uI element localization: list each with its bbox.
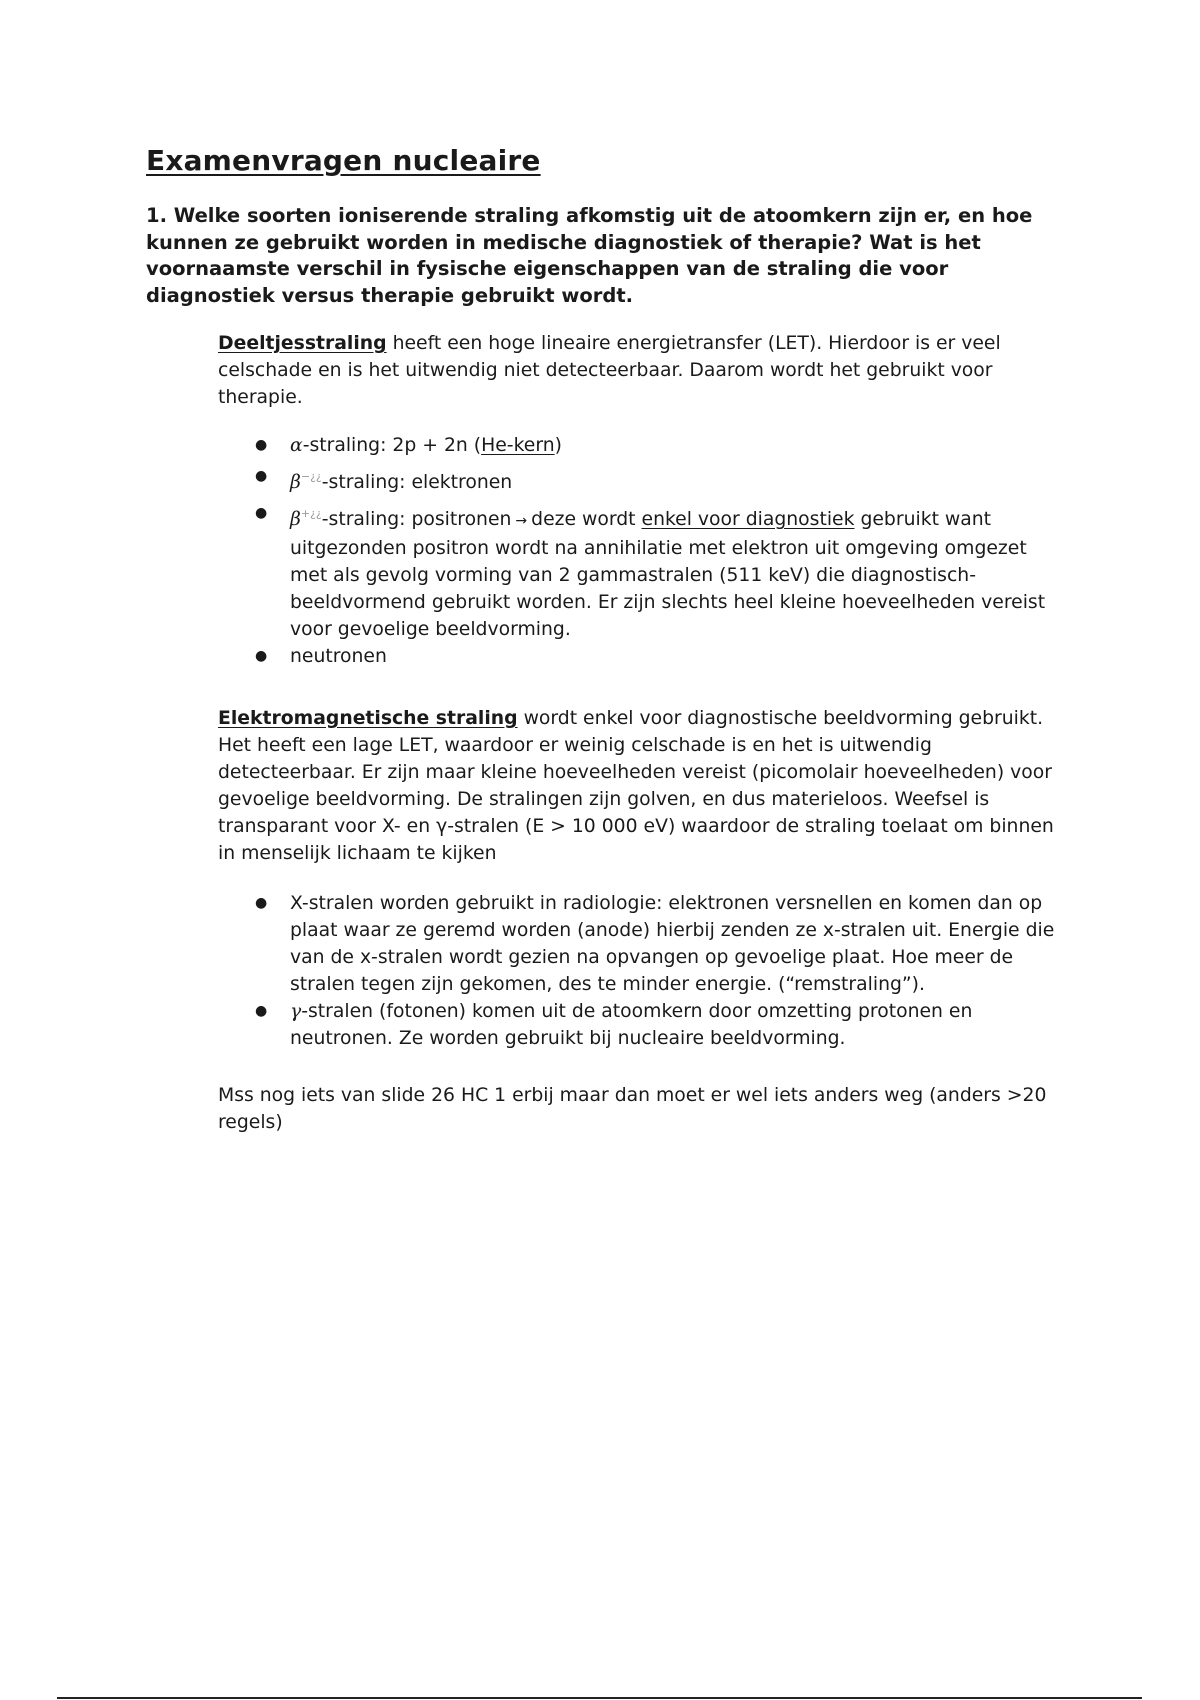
bullet-icon: ●	[255, 648, 268, 664]
alpha-end: )	[554, 435, 562, 456]
neutrons-text: neutronen	[290, 646, 387, 667]
beta-minus-superscript: −¿¿	[300, 470, 322, 483]
list-item-beta-minus	[218, 463, 1058, 496]
bullet-icon: ●	[255, 505, 268, 521]
em-heading: Elektromagnetische straling	[218, 708, 518, 729]
em-paragraph	[218, 705, 1058, 867]
arrow-right-icon: →	[515, 513, 528, 529]
xray-text: X-stralen worden gebruikt in radiologie: elektronen versnellen en komen dan op plaat waar ze geremd worden (anode) hierbij zenden ze x-stralen uit. Energie die van de x-stralen wordt gezien na opvangen op gevoelige plaat. Hoe meer de stralen tegen zijn gekomen, des te minder energie. (“remstraling”).	[290, 893, 1055, 995]
alpha-symbol: α	[290, 435, 303, 456]
list-item-beta-plus	[218, 500, 1058, 643]
he-kern-link: He-kern	[481, 435, 555, 456]
beta-plus-text-c: gebruikt want uitgezonden positron wordt na annihilatie met elektron uit omgeving omgezet met als gevolg vorming van 2 gammastralen (511 keV) die diagnostisch-beeldvormend gebruikt worden. Er zijn slechts heel kleine hoeveelheden vereist voor gevoelige beeldvorming.	[290, 509, 1046, 640]
beta-plus-text-b: deze wordt	[531, 509, 642, 530]
footer-divider	[57, 1697, 1142, 1699]
beta-plus-text-a: -straling: positronen	[321, 509, 512, 530]
list-item-neutrons	[218, 643, 1058, 670]
list-item-gamma	[218, 998, 1058, 1052]
particle-heading: Deeltjesstraling	[218, 333, 387, 354]
particle-list	[218, 432, 1058, 670]
beta-plus-superscript: +¿¿	[300, 507, 322, 520]
em-body: wordt enkel voor diagnostische beeldvorming gebruikt. Het heeft een lage LET, waardoor er weinig celschade is en het is uitwendig detecteerbaar. Er zijn maar kleine hoeveelheden vereist (picomolair hoeveelheden) voor gevoelige beeldvorming. De stralingen zijn golven, en dus materieloos. Weefsel is transparant voor X- en γ-stralen (E > 10 000 eV) waardoor de straling toelaat om binnen in menselijk lichaam te kijken	[218, 708, 1054, 864]
bullet-icon: ●	[255, 468, 268, 484]
beta-symbol: β	[290, 509, 301, 530]
alpha-text: -straling: 2p + 2n (	[302, 435, 482, 456]
question-text: 1. Welke soorten ioniserende straling afkomstig uit de atoomkern zijn er, en hoe kunnen ze gebruikt worden in medische diagnostiek of therapie? Wat is het voornaamste verschil in fysische eigenschappen van de straling die voor diagnostiek versus therapie gebruikt wordt.	[146, 204, 1033, 307]
gamma-symbol: γ	[290, 1001, 302, 1022]
em-list	[218, 890, 1058, 1052]
diagnostics-only-text: enkel voor diagnostiek	[641, 509, 855, 530]
list-item-alpha	[218, 432, 1058, 459]
list-item-xray	[218, 890, 1058, 998]
particle-body: heeft een hoge lineaire energietransfer (LET). Hierdoor is er veel celschade en is het uitwendig niet detecteerbaar. Daarom wordt het gebruikt voor therapie.	[218, 333, 1001, 408]
beta-minus-text: -straling: elektronen	[321, 472, 513, 493]
beta-symbol: β	[290, 472, 301, 493]
particle-paragraph	[218, 330, 1058, 411]
gamma-text: -stralen (fotonen) komen uit de atoomkern door omzetting protonen en neutronen. Ze worden gebruikt bij nucleaire beeldvorming.	[290, 1001, 973, 1049]
page-title: Examenvragen nucleaire	[146, 144, 541, 177]
bullet-icon: ●	[255, 1003, 268, 1019]
bullet-icon: ●	[255, 437, 268, 453]
bullet-icon: ●	[255, 895, 268, 911]
note-text: Mss nog iets van slide 26 HC 1 erbij maar dan moet er wel iets anders weg (anders >20 regels)	[218, 1085, 1047, 1133]
